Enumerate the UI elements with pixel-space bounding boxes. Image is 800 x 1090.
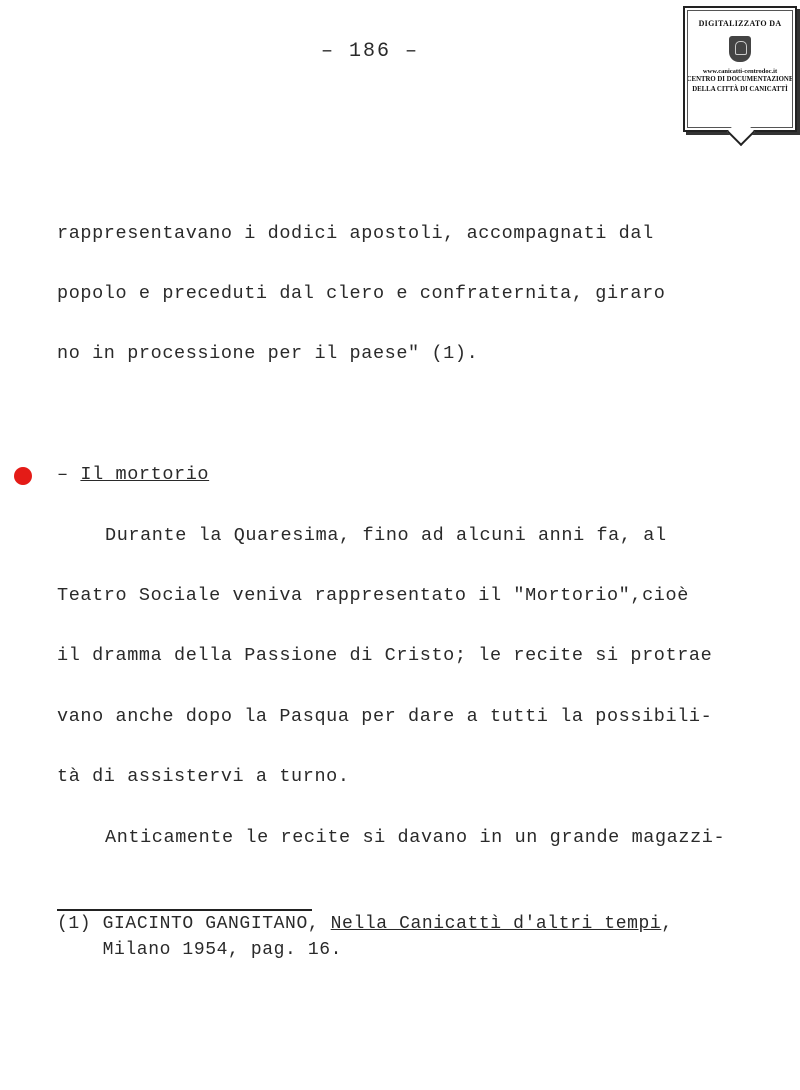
footnote-number: (1) [57, 914, 103, 934]
footnote-author: GIACINTO GANGITANO [102, 914, 308, 934]
digitization-stamp [683, 6, 797, 132]
section-heading [57, 464, 209, 485]
red-dot-marker [14, 467, 32, 485]
body-line: no in processione per il paese" (1). [57, 343, 479, 364]
city-emblem-icon [729, 36, 751, 62]
footnote-rule [57, 909, 312, 911]
footnote-title: Nella Canicattì d'altri tempi [330, 914, 662, 934]
body-line: rappresentavano i dodici apostoli, accompagnati dal [57, 223, 654, 244]
body-line: popolo e preceduti dal clero e confraternita, giraro [57, 283, 666, 304]
body-line: Anticamente le recite si davano in un grande magazzi- [105, 827, 726, 848]
footnote-tail: , [661, 914, 673, 934]
stamp-url: www.canicatti-centrodoc.it [702, 68, 778, 75]
heading-dash: – [57, 464, 81, 485]
footnote-separator: , [307, 914, 331, 934]
stamp-line-1: CENTRO DI DOCUMENTAZIONE [686, 76, 794, 83]
footnote-line-1 [57, 914, 673, 934]
page-number: – 186 – [320, 40, 419, 63]
body-line: vano anche dopo la Pasqua per dare a tutti la possibili- [57, 706, 713, 727]
heading-title: Il mortorio [80, 464, 210, 485]
body-line: tà di assistervi a turno. [57, 766, 350, 787]
footnote-line-2: Milano 1954, pag. 16. [57, 940, 343, 960]
body-line: Durante la Quaresima, fino ad alcuni anni fa, al [105, 525, 667, 546]
stamp-line-2: DELLA CITTÀ DI CANICATTÌ [692, 86, 788, 93]
body-line: il dramma della Passione di Cristo; le recite si protrae [57, 645, 713, 666]
body-line: Teatro Sociale veniva rappresentato il "Mortorio",cioè [57, 585, 689, 606]
stamp-header: DIGITALIZZATO DA [698, 19, 782, 28]
